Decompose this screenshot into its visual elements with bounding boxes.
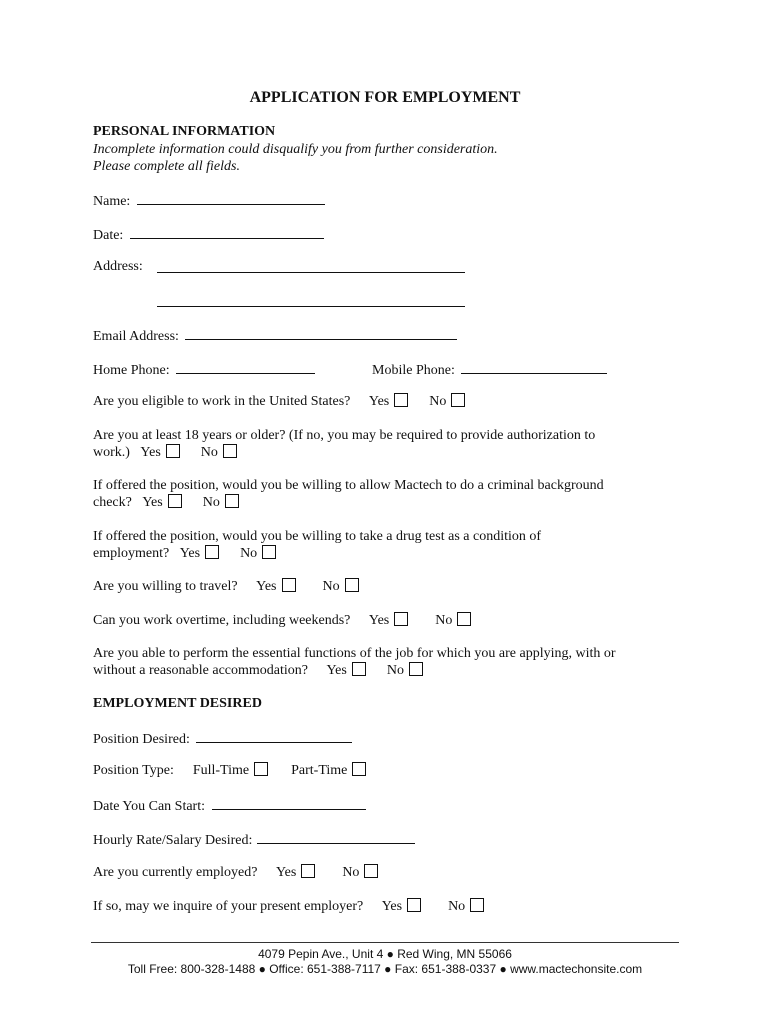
personal-info-heading: PERSONAL INFORMATION bbox=[93, 124, 276, 139]
yes-checkbox[interactable] bbox=[282, 578, 296, 592]
no-checkbox[interactable] bbox=[345, 578, 359, 592]
question-drug-test-line-1: If offered the position, would you be willing to take a drug test as a condition of bbox=[93, 529, 542, 544]
yes-label: Yes bbox=[326, 663, 347, 678]
position-desired-label: Position Desired: bbox=[93, 732, 190, 747]
personal-info-note-1: Incomplete information could disqualify you from further consideration. bbox=[93, 142, 498, 157]
no-checkbox[interactable] bbox=[225, 494, 239, 508]
no-label: No bbox=[435, 613, 453, 628]
no-checkbox[interactable] bbox=[409, 662, 423, 676]
home-phone-field[interactable] bbox=[176, 360, 315, 374]
no-label: No bbox=[322, 579, 340, 594]
question-text: employment? bbox=[93, 546, 170, 561]
name-row bbox=[93, 191, 325, 210]
footer-contact: Toll Free: 800-328-1488 ● Office: 651-388-7117 ● Fax: 651-388-0337 ● www.mactechonsite.com bbox=[127, 962, 643, 976]
email-row bbox=[93, 326, 457, 345]
question-text: Can you work overtime, including weekends? bbox=[93, 613, 351, 628]
mobile-phone-row bbox=[372, 360, 607, 379]
rate-row bbox=[93, 830, 415, 849]
home-phone-label: Home Phone: bbox=[93, 363, 170, 378]
address-label: Address: bbox=[93, 259, 143, 274]
yes-checkbox[interactable] bbox=[394, 393, 408, 407]
start-date-field[interactable] bbox=[212, 796, 366, 810]
mobile-phone-field[interactable] bbox=[461, 360, 607, 374]
yes-label: Yes bbox=[140, 445, 161, 460]
no-label: No bbox=[386, 663, 404, 678]
question-text: work.) bbox=[93, 445, 130, 460]
yes-label: Yes bbox=[179, 546, 201, 561]
no-label: No bbox=[240, 546, 258, 561]
question-text: If so, may we inquire of your present employer? bbox=[93, 899, 364, 914]
yes-checkbox[interactable] bbox=[407, 898, 421, 912]
no-checkbox[interactable] bbox=[457, 612, 471, 626]
question-inquire-employer bbox=[93, 898, 484, 915]
date-label: Date: bbox=[93, 228, 124, 243]
yes-checkbox[interactable] bbox=[394, 612, 408, 626]
footer-divider bbox=[91, 942, 679, 943]
start-date-label: Date You Can Start: bbox=[93, 799, 205, 814]
question-drug-test bbox=[93, 545, 276, 562]
full-time-label: Full-Time bbox=[192, 763, 250, 778]
question-text: without a reasonable accommodation? bbox=[93, 663, 308, 678]
position-type-label: Position Type: bbox=[93, 763, 174, 778]
question-background bbox=[93, 494, 239, 511]
part-time-label: Part-Time bbox=[291, 763, 348, 778]
yes-checkbox[interactable] bbox=[301, 864, 315, 878]
no-label: No bbox=[342, 865, 360, 880]
question-text: Are you eligible to work in the United States? bbox=[93, 394, 351, 409]
no-label: No bbox=[200, 445, 218, 460]
full-time-checkbox[interactable] bbox=[254, 762, 268, 776]
yes-checkbox[interactable] bbox=[168, 494, 182, 508]
mobile-phone-label: Mobile Phone: bbox=[372, 363, 455, 378]
question-text: check? bbox=[93, 495, 132, 510]
yes-checkbox[interactable] bbox=[352, 662, 366, 676]
no-label: No bbox=[202, 495, 220, 510]
address-field-line-2[interactable] bbox=[157, 306, 465, 307]
page-title: APPLICATION FOR EMPLOYMENT bbox=[249, 89, 521, 106]
question-age-line-1: Are you at least 18 years or older? (If no, you may be required to provide authorization to bbox=[93, 428, 596, 443]
address-field-line-1[interactable] bbox=[157, 272, 465, 273]
no-checkbox[interactable] bbox=[364, 864, 378, 878]
email-label: Email Address: bbox=[93, 329, 179, 344]
question-text: Are you currently employed? bbox=[93, 865, 258, 880]
no-label: No bbox=[429, 394, 447, 409]
date-field[interactable] bbox=[130, 225, 324, 239]
name-label: Name: bbox=[93, 194, 131, 209]
email-field[interactable] bbox=[185, 326, 457, 340]
question-age bbox=[93, 444, 237, 461]
name-field[interactable] bbox=[137, 191, 325, 205]
no-label: No bbox=[448, 899, 466, 914]
yes-label: Yes bbox=[142, 495, 163, 510]
footer-address: 4079 Pepin Ave., Unit 4 ● Red Wing, MN 55066 bbox=[258, 947, 512, 961]
date-row bbox=[93, 225, 324, 244]
yes-label: Yes bbox=[368, 613, 390, 628]
question-travel bbox=[93, 578, 359, 595]
no-checkbox[interactable] bbox=[470, 898, 484, 912]
yes-label: Yes bbox=[256, 579, 277, 594]
position-desired-row bbox=[93, 729, 352, 748]
no-checkbox[interactable] bbox=[451, 393, 465, 407]
start-date-row bbox=[93, 796, 366, 815]
position-desired-field[interactable] bbox=[196, 729, 352, 743]
no-checkbox[interactable] bbox=[223, 444, 237, 458]
part-time-checkbox[interactable] bbox=[352, 762, 366, 776]
question-overtime bbox=[93, 612, 471, 629]
home-phone-row bbox=[93, 360, 315, 379]
yes-label: Yes bbox=[275, 865, 297, 880]
question-eligible bbox=[93, 393, 465, 410]
question-essential-functions bbox=[93, 662, 423, 679]
position-type-row bbox=[93, 762, 366, 779]
question-text: Are you willing to travel? bbox=[93, 579, 238, 594]
question-currently-employed bbox=[93, 864, 378, 881]
yes-checkbox[interactable] bbox=[205, 545, 219, 559]
question-background-line-1: If offered the position, would you be willing to allow Mactech to do a criminal background bbox=[93, 478, 604, 493]
employment-desired-heading: EMPLOYMENT DESIRED bbox=[93, 696, 262, 711]
yes-label: Yes bbox=[381, 899, 403, 914]
no-checkbox[interactable] bbox=[262, 545, 276, 559]
rate-label: Hourly Rate/Salary Desired: bbox=[93, 833, 253, 848]
yes-label: Yes bbox=[368, 394, 390, 409]
yes-checkbox[interactable] bbox=[166, 444, 180, 458]
rate-field[interactable] bbox=[257, 830, 415, 844]
personal-info-note-2: Please complete all fields. bbox=[93, 159, 240, 174]
question-essential-functions-line-1: Are you able to perform the essential functions of the job for which you are applying, with or bbox=[93, 646, 616, 661]
